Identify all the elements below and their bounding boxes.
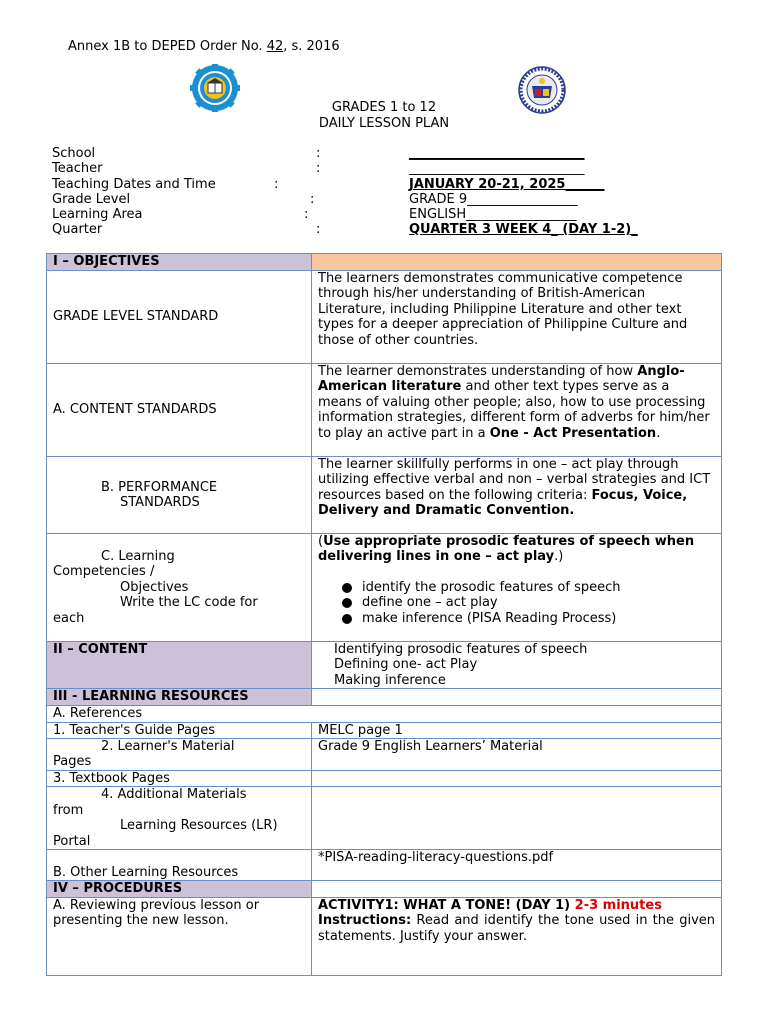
cs-text: The learner demonstrates understanding of how Anglo- American literature and other text types serve as a means of valuing other people; also, how to use processing information strategies, different form of adverbs for him/her to play an active part in a One - Act Presentation.: [312, 364, 722, 457]
ps-label: B. PERFORMANCE STANDARDS: [47, 457, 312, 534]
info-area-value: ENGLISH_________________: [409, 207, 577, 222]
grade-level-standard-row: [47, 271, 722, 364]
title-grades: GRADES 1 to 12: [331, 100, 437, 115]
tb-label: 3. Textbook Pages: [47, 771, 312, 787]
objectives-heading-fill: [312, 254, 722, 271]
references-label: A. References: [47, 706, 722, 722]
order-number: 42: [266, 39, 284, 54]
content-lines: Identifying prosodic features of speech Defining one- act Play Making inference: [312, 642, 722, 689]
procedures-heading-row: [47, 881, 722, 898]
lesson-plan-table: [46, 253, 722, 976]
objectives-heading: I – OBJECTIVES: [47, 254, 312, 271]
additional-materials-row: [47, 787, 722, 850]
list-item: make inference (PISA Reading Process): [318, 611, 715, 626]
annex-reference: Annex 1B to DEPED Order No. 42, s. 2016: [68, 39, 340, 54]
info-quarter-value: QUARTER 3 WEEK 4_ (DAY 1-2)_: [409, 222, 638, 237]
title-dlp: DAILY LESSON PLAN: [318, 116, 450, 131]
lm-label: 2. Learner's Material Pages: [47, 739, 312, 771]
activity-text: ACTIVITY1: WHAT A TONE! (DAY 1) 2-3 minutes Instructions: Read and identify the tone used in the given statements. Justify your answer.: [312, 898, 722, 976]
info-grade-label: Grade Level :: [52, 192, 315, 207]
info-area-label: Learning Area :: [52, 207, 309, 222]
info-dates-label: Teaching Dates and Time :: [52, 177, 279, 192]
other-value: *PISA-reading-literacy-questions.pdf: [312, 850, 722, 881]
info-quarter-label: Quarter :: [52, 222, 321, 237]
other-resources-row: [47, 850, 722, 881]
am-label: 4. Additional Materials from Learning Resources (LR) Portal: [47, 787, 312, 850]
review-label: A. Reviewing previous lesson or presenting the new lesson.: [47, 898, 312, 976]
gls-label: GRADE LEVEL STANDARD: [47, 271, 312, 364]
learning-competencies-row: [47, 534, 722, 642]
tg-label: 1. Teacher's Guide Pages: [47, 722, 312, 738]
performance-standards-row: [47, 457, 722, 534]
info-school-label: School :: [52, 146, 321, 161]
gls-text: The learners demonstrates communicative competence through his/her understanding of British-American Literature, including Philippine Literature and other text types for a deeper appreciation of Philippine Culture and those of other countries.: [312, 271, 722, 364]
learners-material-row: [47, 739, 722, 771]
review-lesson-row: [47, 898, 722, 976]
tg-value: MELC page 1: [312, 722, 722, 738]
teachers-guide-row: [47, 722, 722, 738]
references-row: [47, 706, 722, 722]
cs-label: A. CONTENT STANDARDS: [47, 364, 312, 457]
procedures-heading: IV – PROCEDURES: [47, 881, 312, 898]
lm-value: Grade 9 English Learners’ Material: [312, 739, 722, 771]
objectives-heading-row: [47, 254, 722, 271]
content-standards-row: [47, 364, 722, 457]
list-item: identify the prosodic features of speech: [318, 580, 715, 595]
other-label: B. Other Learning Resources: [47, 850, 312, 881]
info-teacher-label: Teacher :: [52, 161, 321, 176]
info-grade-value: GRADE 9_________________: [409, 192, 578, 207]
textbook-row: [47, 771, 722, 787]
info-school-value: ___________________________: [409, 146, 585, 161]
content-heading: II – CONTENT: [47, 642, 312, 689]
ps-text: The learner skillfully performs in one – act play through utilizing effective verbal and non – verbal strategies and ICT resources based on the following criteria: Focus, Voice, Delivery and Dramatic Convention.: [312, 457, 722, 534]
resources-heading-row: [47, 689, 722, 706]
lc-text: (Use appropriate prosodic features of speech when delivering lines in one – act play.) identify the prosodic features of speech define one – act play make inference (PISA Reading Process): [312, 534, 722, 642]
list-item: define one – act play: [318, 595, 715, 610]
info-dates-value: JANUARY 20-21, 2025______: [409, 177, 605, 192]
resources-heading: III - LEARNING RESOURCES: [47, 689, 312, 706]
content-row: [47, 642, 722, 689]
lc-bullet-list: [318, 580, 715, 626]
info-teacher-value: ___________________________: [409, 161, 585, 176]
lc-label: C. Learning Competencies / Objectives Write the LC code for each: [47, 534, 312, 642]
